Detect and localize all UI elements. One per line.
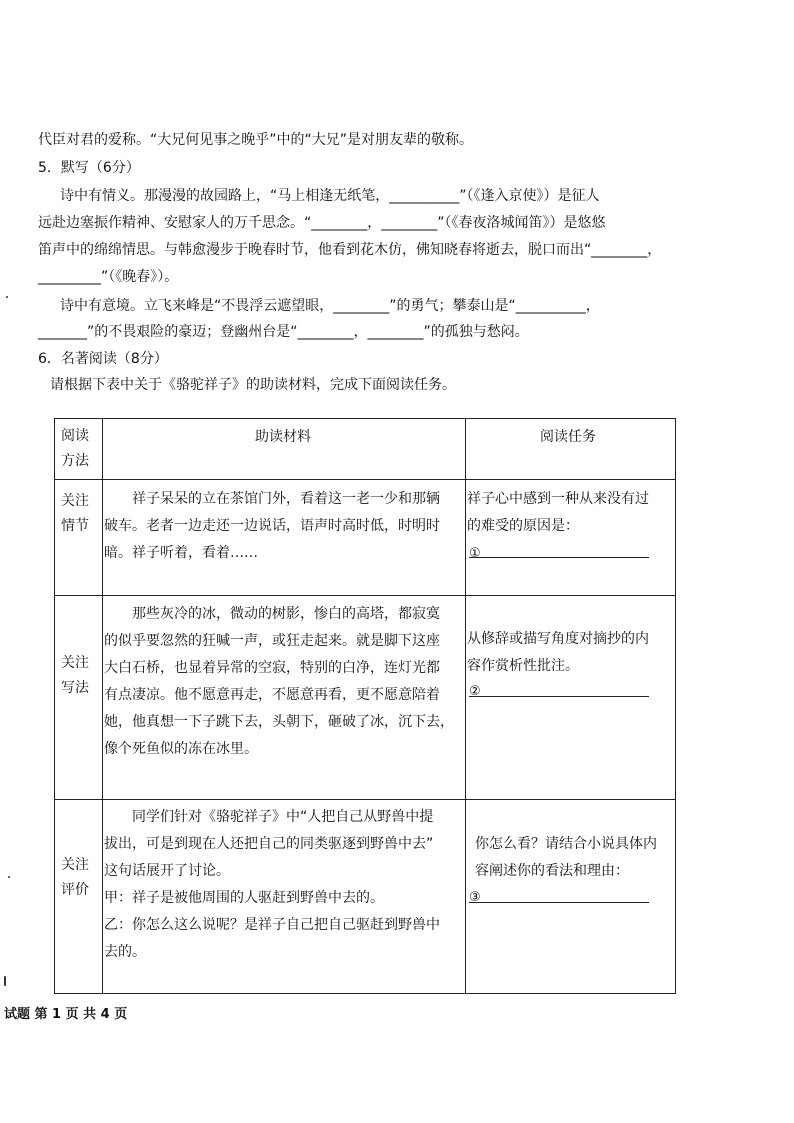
- row3-task: 你怎么看？请结合小说具体内 容阐述你的看法和理由：: [475, 836, 657, 879]
- question-6-intro: 请根据下表中关于《骆驼祥子》的助读材料，完成下面阅读任务。: [50, 377, 456, 393]
- row1-material: 祥子呆呆的立在茶馆门外，看着这一老一少和那辆 破车。老者一边走还一边说话，语声时高时低，时明时 暗。祥子听着，看着……: [104, 491, 440, 561]
- row3-material: 同学们针对《骆驼祥子》中“人把自己从野兽中提 拔出，可是到现在人还把自己的同类驱逐到野兽中去” 这句话展开了讨论。 甲：祥子是被他周围的人驱赶到野兽中去的。 乙：你怎么这么说呢？是祥子自己把自己驱赶到野兽中 去的。: [104, 809, 440, 960]
- row2-material: 那些灰冷的冰，微动的树影，惨白的高塔，都寂寞 的似乎要忽然的狂喊一声，或狂走起来。就是脚下这座 大白石桥，也显着异常的空寂，特别的白净，连灯光都 有点凄凉。他不愿意再走，不愿意再看，更不愿意陪着 她，他真想一下子跳下去，头朝下，砸破了冰，沉下去， 像个死鱼似的冻在冰里。: [104, 606, 454, 757]
- row3-method: 关注 评价: [61, 857, 89, 898]
- q5-paragraph2-line1: 诗中有意境。立飞来峰是“不畏浮云遮望眼，________”的勇气；攀泰山是“__________，: [60, 298, 600, 314]
- header-material: 助读材料: [255, 429, 311, 445]
- row2-task: 从修辞或描写角度对摘抄的内 容作赏析性批注。: [467, 631, 649, 674]
- q5-paragraph1-line1: 诗中有情义。那漫漫的故园路上，“马上相逢无纸笔，__________”（《逢入京使》）是征人: [60, 188, 600, 204]
- row-divider: [55, 799, 675, 800]
- scan-speck: [4, 976, 6, 986]
- column-divider: [102, 419, 103, 993]
- question-5-title: 5．默写（6分）: [38, 160, 140, 176]
- q5-paragraph2-line2: _______”的不畏艰险的豪迈；登幽州台是“________，________”的孤独与愁闷。: [38, 324, 529, 340]
- previous-answer-tail: 代臣对君的爱称。“大兄何见事之晚乎”中的“大兄”是对朋友辈的敬称。: [38, 132, 474, 148]
- scan-speck: [8, 876, 10, 878]
- answer-blank-2[interactable]: [469, 696, 649, 697]
- answer-blank-3[interactable]: [469, 902, 649, 903]
- q5-paragraph1-line3: 笛声中的绵绵情思。与韩愈漫步于晚春时节，他看到花木仿，佛知晓春将逝去，脱口而出“________，: [38, 242, 662, 258]
- page-footer: 试题 第 1 页 共 4 页: [4, 1007, 128, 1022]
- question-6-title: 6．名著阅读（8分）: [38, 351, 168, 367]
- answer-blank-1[interactable]: [469, 557, 649, 558]
- scan-speck: [6, 296, 8, 298]
- reading-table: [54, 418, 676, 994]
- header-task: 阅读任务: [540, 429, 596, 445]
- column-divider: [465, 419, 466, 993]
- answer-marker-2: ②: [469, 684, 481, 699]
- row2-method: 关注 写法: [61, 655, 89, 696]
- answer-marker-1: ①: [469, 546, 481, 561]
- q5-paragraph1-line4: _________”（《晚春》）。: [38, 269, 179, 285]
- row1-method: 关注 情节: [61, 493, 89, 534]
- row1-task: 祥子心中感到一种从来没有过 的难受的原因是：: [467, 491, 649, 534]
- row-divider: [55, 595, 675, 596]
- header-method: 阅读 方法: [61, 428, 89, 469]
- row-divider: [55, 479, 675, 480]
- answer-marker-3: ③: [469, 890, 481, 905]
- q5-paragraph1-line2: 远赴边塞振作精神、安慰家人的万千思念。“________，________”（《春夜洛城闻笛》）是悠悠: [38, 215, 606, 231]
